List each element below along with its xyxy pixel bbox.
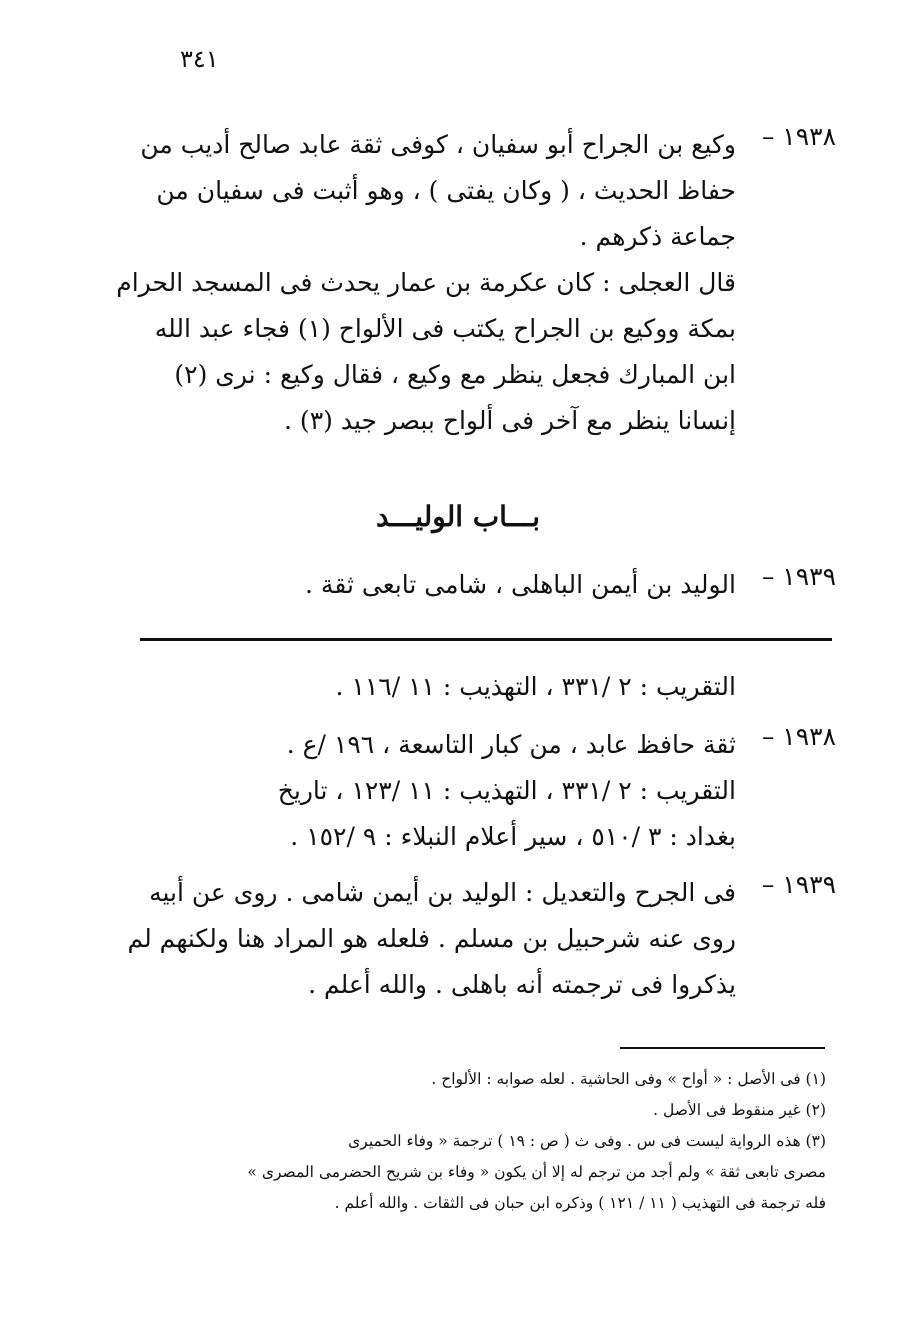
text-line: التقريب : ٢ /٣٣١ ، التهذيب : ١١ /١٢٣ ، تاريخ: [277, 776, 736, 805]
footnote: (٣) هذه الرواية ليست فى س . وفى ث ( ص : ١٩ ) ترجمة « وفاء الحميرى: [348, 1132, 826, 1150]
notes-body: [140, 722, 736, 860]
page-number: ٣٤١: [180, 45, 219, 73]
text-line: يذكروا فى ترجمته أنه باهلى . والله أعلم .: [308, 970, 736, 999]
entry-body: [140, 562, 736, 608]
text-line: فى الجرح والتعديل : الوليد بن أيمن شامى . روى عن أبيه: [149, 878, 736, 907]
notes-body: [140, 664, 736, 710]
text-line: إنسانا ينظر مع آخر فى ألواح ببصر جيد (٣) .: [284, 406, 736, 435]
footnote: (٢) غير منقوط فى الأصل .: [653, 1101, 826, 1119]
notes-body: [127, 870, 736, 1008]
entry-number: ١٩٣٩ –: [761, 870, 836, 899]
text-line: بغداد : ٣ /٥١٠ ، سير أعلام النبلاء : ٩ /١٥٢ .: [290, 822, 736, 851]
entry-number: ١٩٣٨ –: [761, 122, 836, 151]
note-1938: [140, 722, 836, 860]
footnote-separator: [620, 1047, 825, 1049]
text-line: الوليد بن أيمن الباهلى ، شامى تابعى ثقة .: [305, 570, 736, 599]
entry-number: ١٩٣٩ –: [761, 562, 836, 591]
text-line: بمكة ووكيع بن الجراح يكتب فى الألواح (١) فجاء عبد الله: [154, 314, 736, 343]
entry-number: ١٩٣٨ –: [761, 722, 836, 751]
text-line: جماعة ذكرهم .: [579, 222, 736, 251]
entry-1938: [116, 122, 836, 444]
notes-line-0: [140, 664, 836, 710]
footnote: مصرى تابعى ثقة » ولم أجد من ترجم له إلا أن يكون « وفاء بن شريح الحضرمى المصرى »: [247, 1163, 826, 1181]
text-line: ثقة حافظ عابد ، من كبار التاسعة ، ١٩٦ /ع .: [286, 730, 736, 759]
notes-separator: [140, 638, 832, 641]
text-line: حفاظ الحديث ، ( وكان يفتى ) ، وهو أثبت فى سفيان من: [156, 176, 736, 205]
footnotes: [130, 1064, 826, 1219]
section-title: بـــاب الوليـــد: [375, 500, 541, 533]
footnote: (١) فى الأصل : « أواح » وفى الحاشية . لعله صوابه : الألواح .: [431, 1070, 826, 1088]
text-line: ابن المبارك فجعل ينظر مع وكيع ، فقال وكيع : نرى (٢): [174, 360, 736, 389]
entry-body: [116, 122, 736, 444]
text-line: قال العجلى : كان عكرمة بن عمار يحدث فى المسجد الحرام: [116, 268, 736, 297]
entry-1939: [140, 562, 836, 608]
text-line: روى عنه شرحبيل بن مسلم . فلعله هو المراد هنا ولكنهم لم: [127, 924, 736, 953]
text-line: التقريب : ٢ /٣٣١ ، التهذيب : ١١ /١١٦ .: [335, 672, 736, 701]
footnote: فله ترجمة فى التهذيب ( ١١ / ١٢١ ) وذكره ابن حبان فى الثقات . والله أعلم .: [334, 1194, 826, 1212]
text-line: وكيع بن الجراح أبو سفيان ، كوفى ثقة عابد صالح أديب من: [140, 130, 736, 159]
note-1939: [127, 870, 836, 1008]
